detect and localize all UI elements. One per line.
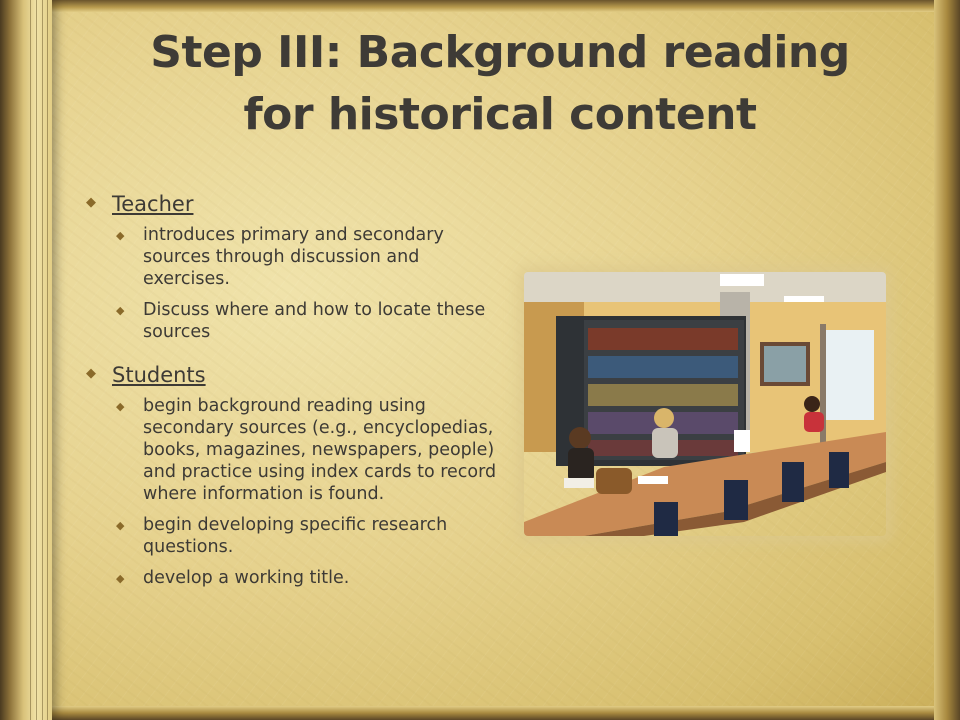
diamond-bullet-icon: ◆	[116, 519, 125, 532]
list-item-text: introduces primary and secondary sources through discussion and exercises.	[143, 225, 444, 289]
list-item-text: Discuss where and how to locate these sources	[143, 300, 486, 342]
handbag	[596, 468, 632, 494]
diamond-bullet-icon: ◆	[86, 366, 96, 381]
section-teacher	[86, 190, 506, 218]
list-item	[116, 299, 506, 343]
ceiling-light	[720, 274, 764, 286]
person-reading	[568, 427, 594, 482]
diamond-bullet-icon: ◆	[86, 195, 96, 210]
slide-title	[70, 22, 930, 146]
list-item	[116, 567, 506, 589]
list-item-text: develop a working title.	[143, 568, 350, 588]
section-students	[86, 361, 506, 389]
students-list	[116, 395, 506, 589]
list-item-text: begin background reading using secondary sources (e.g., encyclopedias, books, magazines, newspapers, people) and practice using index cards to record where information is found.	[143, 396, 497, 504]
title-line-2: for historical content	[243, 89, 757, 140]
frame-right	[934, 0, 960, 720]
section-heading-teacher: Teacher	[112, 192, 194, 216]
frame-top	[52, 0, 960, 12]
teacher-list	[116, 224, 506, 343]
title-line-1: Step III: Background reading	[150, 27, 850, 78]
diamond-bullet-icon: ◆	[116, 229, 125, 242]
book-spine	[0, 0, 52, 720]
diamond-bullet-icon: ◆	[116, 304, 125, 317]
list-item-text: begin developing specific research questions.	[143, 515, 448, 557]
diamond-bullet-icon: ◆	[116, 400, 125, 413]
list-item	[116, 514, 506, 558]
slide-content	[86, 190, 506, 607]
list-item	[116, 224, 506, 290]
library-photo	[524, 272, 886, 536]
list-item	[116, 395, 506, 505]
diamond-bullet-icon: ◆	[116, 572, 125, 585]
frame-bottom	[52, 706, 960, 720]
section-heading-students: Students	[112, 363, 206, 387]
